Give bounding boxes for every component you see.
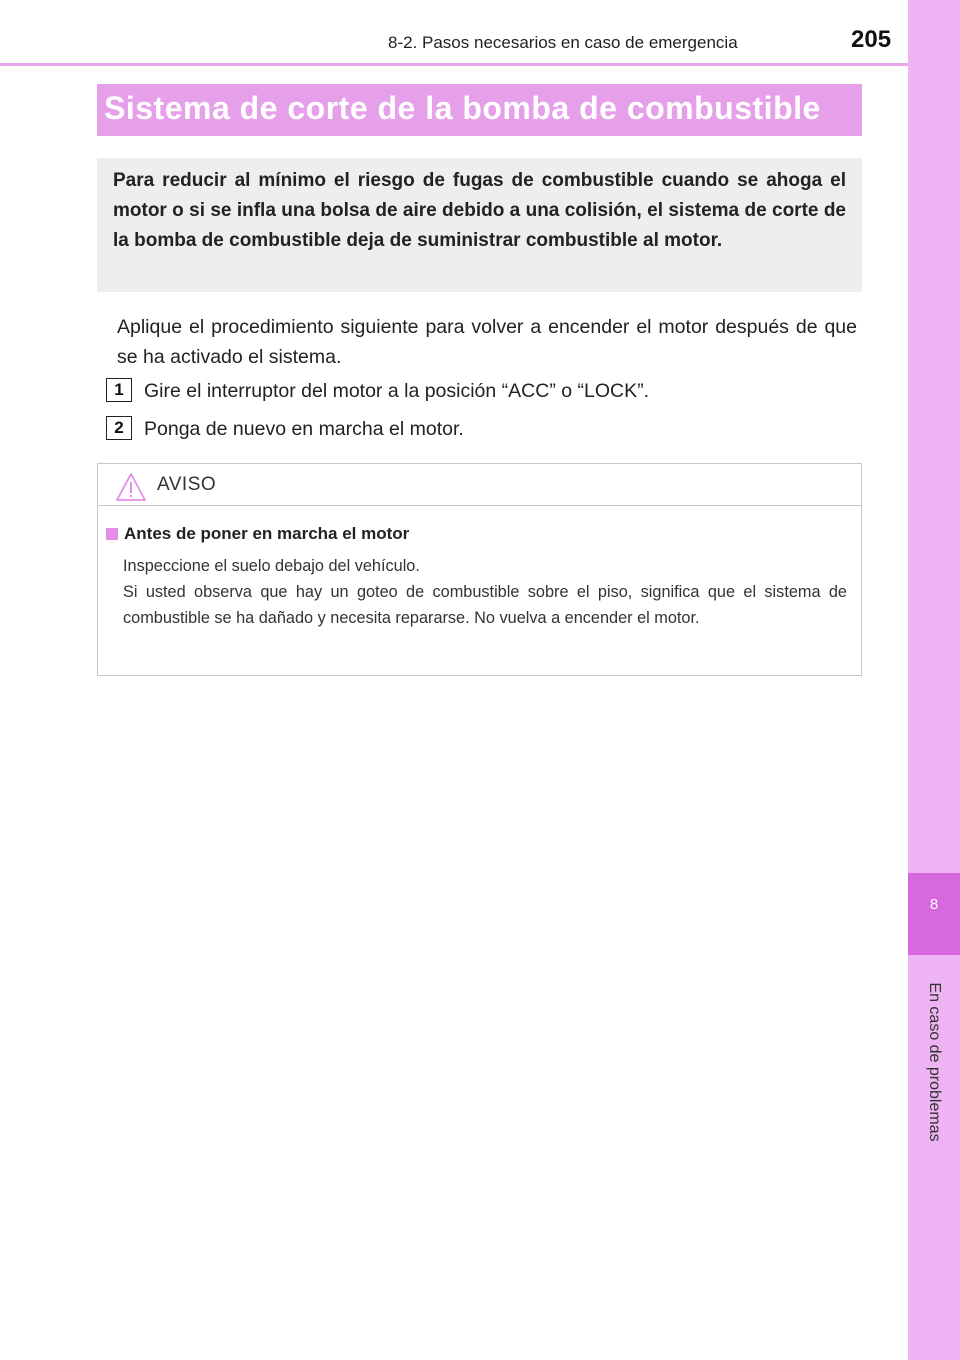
page-number: 205: [851, 26, 892, 53]
bullet-square-icon: [106, 528, 118, 540]
step-text: Gire el interruptor del motor a la posición “ACC” o “LOCK”.: [144, 380, 650, 402]
warning-line: Si usted observa que hay un goteo de combustible sobre el piso, significa que el sistema de combustible se ha dañado y necesita repararse. No vuelva a encender el motor.: [123, 583, 847, 627]
warning-box: [97, 463, 862, 676]
chapter-tab-active[interactable]: [908, 873, 960, 955]
intro-text: Para reducir al mínimo el riesgo de fugas de combustible cuando se ahoga el motor o si se infla una bolsa de aire debido a una colisión, el sistema de corte de la bomba de combustible deja de suministrar combustible al motor.: [113, 170, 846, 251]
intro-box: [97, 158, 862, 292]
warning-triangle-icon: [115, 472, 147, 502]
step-number-badge: 1: [106, 378, 132, 402]
warning-line: Inspeccione el suelo debajo del vehículo.: [123, 557, 420, 575]
title-banner: [97, 84, 862, 136]
warning-subtitle: Antes de poner en marcha el motor: [124, 524, 410, 543]
section-title: 8-2. Pasos necesarios en caso de emergencia: [388, 33, 738, 52]
body-paragraph: Aplique el procedimiento siguiente para volver a encender el motor después de que se ha activado el sistema.: [117, 316, 857, 368]
warning-label: AVISO: [157, 474, 217, 495]
chapter-label: En caso de problemas: [926, 982, 943, 1142]
page-title: Sistema de corte de la bomba de combustible: [104, 90, 821, 126]
step-text: Ponga de nuevo en marcha el motor.: [144, 418, 464, 440]
chapter-side-tab: [908, 0, 960, 1360]
header-divider: [0, 63, 908, 66]
warning-body: [123, 553, 847, 631]
warning-header: [98, 464, 861, 506]
step-number-badge: 2: [106, 416, 132, 440]
chapter-number: 8: [929, 896, 939, 913]
